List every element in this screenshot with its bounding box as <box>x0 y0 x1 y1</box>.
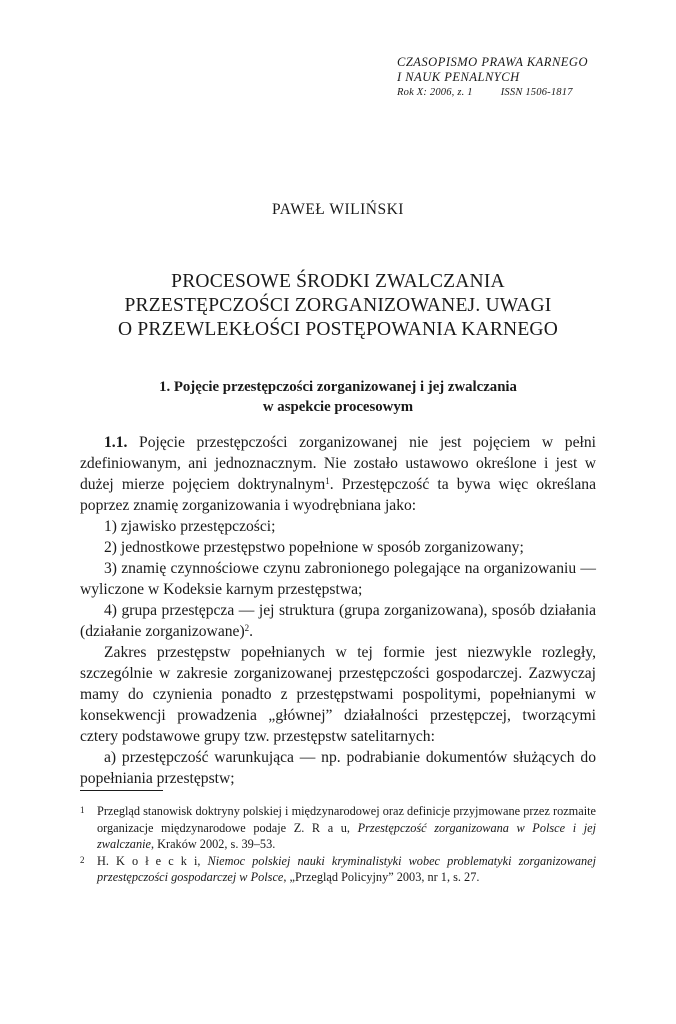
footnote-author: H. K o ł e c k i <box>97 853 198 868</box>
section-heading-line1: 1. Pojęcie przestępczości zorganizowanej i jej zwalczania <box>159 379 517 395</box>
footnote-source: , „Przegląd Policyjny” 2003, nr 1, s. 27. <box>283 870 480 884</box>
title-line: PRZESTĘPCZOŚCI ZORGANIZOWANEJ. UWAGI <box>124 295 552 316</box>
footnote-1 <box>80 803 596 853</box>
footnote-separator: , <box>346 820 358 835</box>
journal-meta <box>397 85 637 100</box>
journal-volume: Rok X: 2006, z. 1 <box>397 87 473 98</box>
list-item-4-end: . <box>249 623 254 640</box>
paragraph-1-text-cont: . Przestępczość ta bywa więc określana poprzez znamię zorganizowania i wyodrębniana jako: <box>80 476 597 514</box>
footnote-text: Przegląd stanowisk doktryny polskiej i międzynarodowej oraz definicje przyjmowane przez rozmaite organizacje międzynarodowe podaje <box>97 804 596 835</box>
paragraph-number: 1.1. <box>104 434 128 451</box>
article-title <box>0 270 676 342</box>
body-text <box>80 432 596 789</box>
footnote-number: 1 <box>80 805 85 815</box>
footnote-title: Przestępczość zorganizowana w Polsce i jej zwalczanie <box>97 820 597 851</box>
footnote-2 <box>80 853 596 886</box>
footnote-title: Niemoc polskiej nauki kryminalistyki wobec problematyki zorganizowanej przestępczości gospodarczej w Polsce <box>97 853 597 884</box>
journal-name-line2: I NAUK PENALNYCH <box>397 70 520 84</box>
footnote-ref-2[interactable]: 2 <box>244 623 250 633</box>
paragraph-1-text: Pojęcie przestępczości zorganizowanej nie jest pojęciem w pełni zdefiniowanym, ani jednoznacznym. Nie zostało ustawowo określone i jest w dużej mierze pojęciem doktrynalnym <box>80 434 596 493</box>
section-heading-line2: w aspekcie procesowym <box>262 399 414 415</box>
list-item-2: 2) jednostkowe przestępstwo popełnione w sposób zorganizowany; <box>104 539 524 556</box>
footnote-author: Z. R a u <box>293 820 347 835</box>
footnotes <box>80 803 596 886</box>
list-item-1: 1) zjawisko przestępczości; <box>104 518 276 535</box>
paragraph-1 <box>80 432 596 516</box>
section-heading <box>0 377 676 417</box>
title-line: O PRZEWLEKŁOŚCI POSTĘPOWANIA KARNEGO <box>118 319 558 340</box>
author-name: PAWEŁ WILIŃSKI <box>272 201 404 218</box>
footnote-source: , Kraków 2002, s. 39–53. <box>150 837 276 851</box>
footnote-separator: , <box>197 853 208 868</box>
paragraph-2: Zakres przestępstw popełnianych w tej formie jest niezwykle rozległy, szczególnie w zakresie zorganizowanej przestępczości gospodarczej. Zazwyczaj mamy do czynienia ponadto z przestępstwami pospolitymi, popełnianymi w konsekwencji prowadzenia „głównej” działalności przestępczej, tworzącymi cztery podstawowe grupy tzw. przestępstw satelitarnych: <box>80 644 596 745</box>
footnote-ref-1[interactable]: 1 <box>325 476 330 486</box>
footnote-divider <box>80 790 163 791</box>
list-item-4-text: 4) grupa przestępcza — jej struktura (grupa zorganizowana), sposób działania (działanie zorganizowane) <box>80 602 596 640</box>
list-item-a: a) przestępczość warunkująca — np. podrabianie dokumentów służących do popełniania przestępstw; <box>80 749 596 787</box>
journal-header <box>397 55 637 100</box>
list-item-4 <box>80 600 596 642</box>
title-line: PROCESOWE ŚRODKI ZWALCZANIA <box>171 271 505 292</box>
footnote-number: 2 <box>80 854 85 865</box>
journal-issn: ISSN 1506-1817 <box>500 87 573 98</box>
journal-name-line1: CZASOPISMO PRAWA KARNEGO <box>397 55 588 69</box>
list-item-3: 3) znamię czynnościowe czynu zabronionego polegające na organizowaniu — wyliczone w Kodeksie karnym przestępstwa; <box>80 560 596 598</box>
